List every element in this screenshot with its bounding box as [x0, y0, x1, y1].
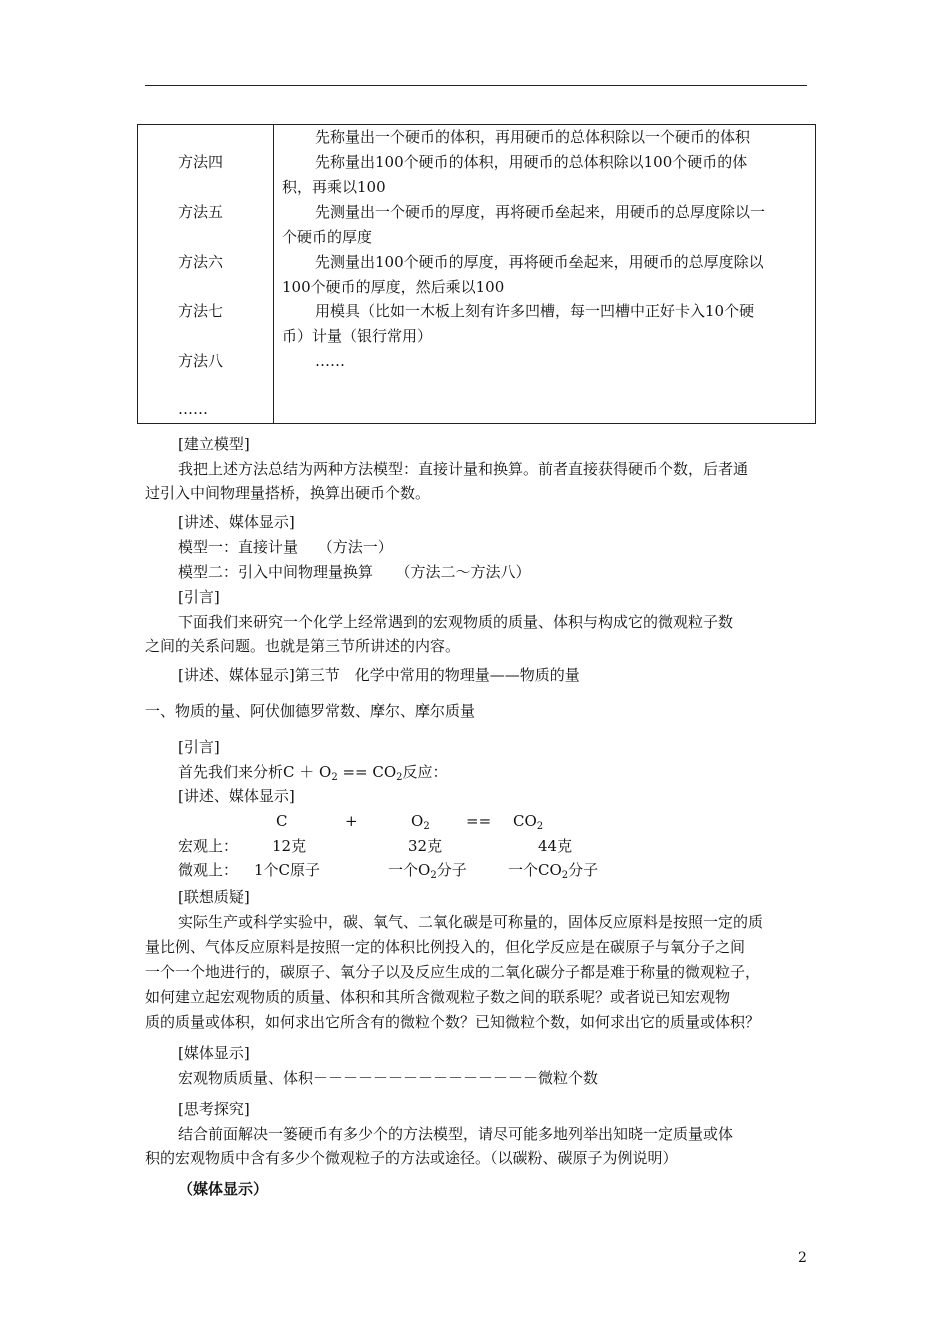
method-desc-line: ……	[315, 352, 345, 370]
section-heading: （媒体显示）	[178, 1180, 269, 1198]
reaction-line: 首先我们来分析$C + O_2 == CO_2$反应：	[178, 763, 448, 783]
section-heading: [联想质疑]	[178, 888, 250, 906]
method-desc-line: 先称量出100个硬币的体积，用硬币的总体积除以100个硬币的体	[315, 153, 748, 171]
method-label: 方法六	[178, 253, 224, 271]
paragraph-line: 如何建立起宏观物质的质量、体积和其所含微观粒子数之间的联系呢？或者说已知宏观物	[145, 988, 731, 1006]
equation-c: C	[276, 812, 288, 830]
header-rule	[145, 85, 807, 86]
macro-c: 12克	[272, 837, 307, 855]
method-desc-line: 币）计量（银行常用）	[282, 327, 433, 345]
macro-co2: 44克	[538, 837, 573, 855]
media-line: 宏观物质质量、体积－－－－－－－－－－－－－－－微粒个数	[178, 1069, 599, 1087]
micro-o2: 一个$O_2$分子	[388, 861, 467, 881]
micro-label: 微观上：	[178, 861, 239, 879]
section-heading: [建立模型]	[178, 435, 250, 453]
equation-equals: ==	[466, 812, 492, 830]
equation-co2: $CO_2$	[513, 812, 544, 832]
paragraph-line: 下面我们来研究一个化学上经常遇到的宏观物质的质量、体积与构成它的微观粒子数	[178, 613, 734, 631]
section-heading: [思考探究]	[178, 1100, 250, 1118]
model-line: 模型二：引入中间物理量换算 （方法二～方法八）	[178, 563, 531, 581]
paragraph-line: 量比例、气体反应原料是按照一定的体积比例投入的，但化学反应是在碳原子与氧分子之间	[145, 938, 746, 956]
macro-o2: 32克	[408, 837, 443, 855]
page-number: 2	[798, 1250, 807, 1266]
method-label: 方法五	[178, 203, 224, 221]
method-label: 方法七	[178, 302, 224, 320]
method-desc-line: 100个硬币的厚度，然后乘以100	[282, 278, 505, 296]
method-label: ……	[178, 400, 208, 418]
method-label: 方法四	[178, 153, 224, 171]
model-line: 模型一：直接计量 （方法一）	[178, 538, 393, 556]
method-desc-line: 用模具（比如一木板上刻有许多凹槽，每一凹槽中正好卡入10个硬	[315, 302, 755, 320]
table-divider	[273, 125, 274, 423]
section-heading: [引言]	[178, 588, 220, 606]
section-heading: [引言]	[178, 738, 220, 756]
micro-c: 1个C原子	[254, 861, 321, 879]
subsection-title: 一、物质的量、阿伏伽德罗常数、摩尔、摩尔质量	[145, 702, 476, 720]
section-heading: [讲述、媒体显示]	[178, 787, 295, 805]
paragraph-line: 结合前面解决一篓硬币有多少个的方法模型，请尽可能多地列举出知晓一定质量或体	[178, 1125, 734, 1143]
paragraph-line: 一个一个地进行的，碳原子、氧分子以及反应生成的二氧化碳分子都是难于称量的微观粒子，	[145, 963, 761, 981]
method-label: 方法八	[178, 352, 224, 370]
paragraph-line: 之间的关系问题。也就是第三节所讲述的内容。	[145, 637, 461, 655]
macro-label: 宏观上：	[178, 837, 239, 855]
section-heading: [讲述、媒体显示]	[178, 513, 295, 531]
method-desc-line: 先测量出一个硬币的厚度，再将硬币垒起来，用硬币的总厚度除以一	[315, 203, 766, 221]
method-desc-line: 先测量出100个硬币的厚度，再将硬币垒起来，用硬币的总厚度除以	[315, 253, 764, 271]
micro-co2: 一个$CO_2$分子	[508, 861, 599, 881]
equation-plus: +	[345, 812, 358, 830]
equation-o2: $O_2$	[411, 812, 430, 832]
paragraph-line: 质的质量或体积，如何求出它所含有的微粒个数？已知微粒个数，如何求出它的质量或体积？	[145, 1013, 761, 1031]
paragraph-line: 我把上述方法总结为两种方法模型：直接计量和换算。前者直接获得硬币个数，后者通	[178, 460, 749, 478]
method-desc-line: 积，再乘以100	[282, 178, 386, 196]
section-title: [讲述、媒体显示]第三节 化学中常用的物理量——物质的量	[178, 666, 580, 684]
paragraph-line: 实际生产或科学实验中，碳、氧气、二氧化碳是可称量的，固体反应原料是按照一定的质	[178, 913, 764, 931]
paragraph-line: 过引入中间物理量搭桥，换算出硬币个数。	[145, 484, 431, 502]
section-heading: [媒体显示]	[178, 1044, 250, 1062]
paragraph-line: 积的宏观物质中含有多少个微观粒子的方法或途径。（以碳粉、碳原子为例说明）	[145, 1149, 678, 1167]
method-desc-line: 个硬币的厚度	[282, 228, 373, 246]
method-desc-line: 先称量出一个硬币的体积，再用硬币的总体积除以一个硬币的体积	[315, 128, 751, 146]
